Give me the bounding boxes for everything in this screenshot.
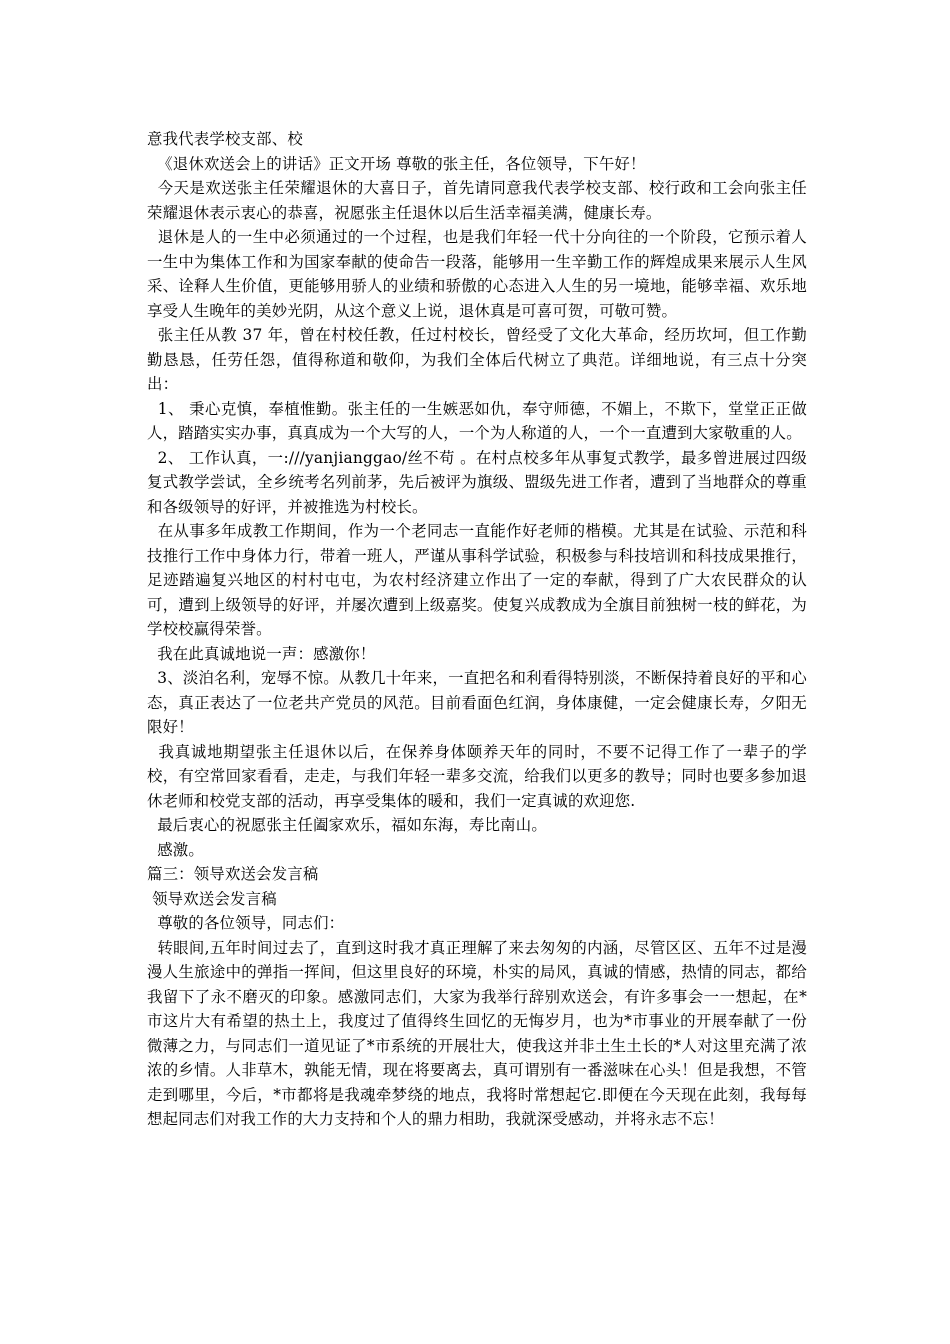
section-subtitle: 领导欢送会发言稿 [147,889,277,908]
paragraph-point-1: 1、 秉心克慎，奉植惟勤。张主任的一生嫉恶如仇，奉守师德，不媚上，不欺下，堂堂正正做人，踏踏实实办事，真真成为一个大写的人，一个为人称道的人，一个一直遭到大家敬重的人。 [147,399,807,442]
paragraph-career-summary: 张主任从教 37 年，曾在村校任教，任过村校长，曾经受了文化大革命，经历坎坷，但工作勤勤恳恳，任劳任怨，值得称道和敬仰，为我们全体后代树立了典范。详细地说，有三点十分突出： [147,326,807,393]
paragraph-salutation: 尊敬的各位领导，同志们： [147,914,345,932]
document-body [147,127,807,1132]
paragraph-blessing: 最后衷心的祝愿张主任阖家欢乐，福如东海，寿比南山。 [147,816,547,834]
paragraph-hopes: 我真诚地期望张主任退休以后，在保养身体颐养天年的同时，不要不记得工作了一辈子的学校，有空常回家看看，走走，与我们年轻一辈多交流，给我们以更多的教导；同时也要多参加退休老师和校党支部的活动，再享受集体的暖和，我们一定真诚的欢迎您. [147,742,807,810]
paragraph-point-2: 2、 工作认真，一:///yanjianggao/丝不苟 。在村点校多年从事复式教学，最多曾进展过四级复式教学尝试，全乡统考名列前茅，先后被评为旗级、盟级先进工作者，遭到了当地群众的尊重和各级领导的好评，并被推选为村校长。 [147,448,807,516]
paragraph-closing: 感激。 [147,840,204,859]
paragraph-intro: 今天是欢送张主任荣耀退休的大喜日子，首先请同意我代表学校支部、校行政和工会向张主任荣耀退休表示衷心的恭喜，祝愿张主任退休以后生活幸福美满，健康长寿。 [147,179,808,222]
paragraph-thanks: 我在此真诚地说一声：感激你！ [147,644,376,663]
paragraph-retirement-meaning: 退休是人的一生中必须通过的一个过程，也是我们年轻一代十分向往的一个阶段，它预示着人一生中为集体工作和为国家奉献的使命告一段落，能够用一生辛勤工作的辉煌成果来展示人生风采、诠释人生价值，更能够用骄人的业绩和骄傲的心态进入人生的另一境地，能够幸福、欢乐地享受人生晚年的美妙光阴，从这个意义上说，退休真是可喜可贺，可敬可赞。 [147,228,808,320]
paragraph-point-3: 3、淡泊名利，宠辱不惊。从教几十年来，一直把名和利看得特别淡，不断保持着良好的平和心态，真正表达了一位老共产党员的风范。目前看面色红润，身体康健，一定会健康长寿，夕阳无限好！ [147,669,807,736]
paragraph-farewell-speech: 转眼间,五年时间过去了，直到这时我才真正理解了来去匆匆的内涵，尽管区区、五年不过是漫漫人生旅途中的弹指一挥间，但这里良好的环境，朴实的局风，真诚的情感，热情的同志，都给我留下了永不磨灭的印象。感激同志们，大家为我举行辞别欢送会，有许多事会一一想起，在*市这片大有希望的热土上，我度过了值得终生回忆的无悔岁月，也为*市事业的开展奉献了一份微薄之力，与同志们一道见证了*市系统的开展壮大，使我这并非土生土长的*人对这里充满了浓浓的乡情。人非草木，孰能无情，现在将要离去，真可谓别有一番滋味在心头！但是我想，不管走到哪里，今后，*市都将是我魂牵梦绕的地点，我将时常想起它.即便在今天现在此刻，我每每想起同志们对我工作的大力支持和个人的鼎力相助，我就深受感动，并将永志不忘！ [147,938,808,1128]
section-heading: 篇三：领导欢送会发言稿 [147,865,319,883]
paragraph-speech-title: 《退休欢送会上的讲话》正文开场 尊敬的张主任，各位领导，下午好！ [147,154,646,173]
paragraph-adult-education: 在从事多年成教工作期间，作为一个老同志一直能作好老师的楷模。尤其是在试验、示范和科技推行工作中身体力行，带着一班人，严谨从事科学试验，积极参与科技培训和科技成果推行，足迹踏遍复兴地区的村村屯屯，为农村经济建立作出了一定的奉献，得到了广大农民群众的认可，遭到上级领导的好评，并屡次遭到上级嘉奖。使复兴成教成为全旗目前独树一枝的鲜花，为学校校赢得荣誉。 [147,522,808,638]
paragraph-header-fragment: 意我代表学校支部、校 [147,130,303,148]
